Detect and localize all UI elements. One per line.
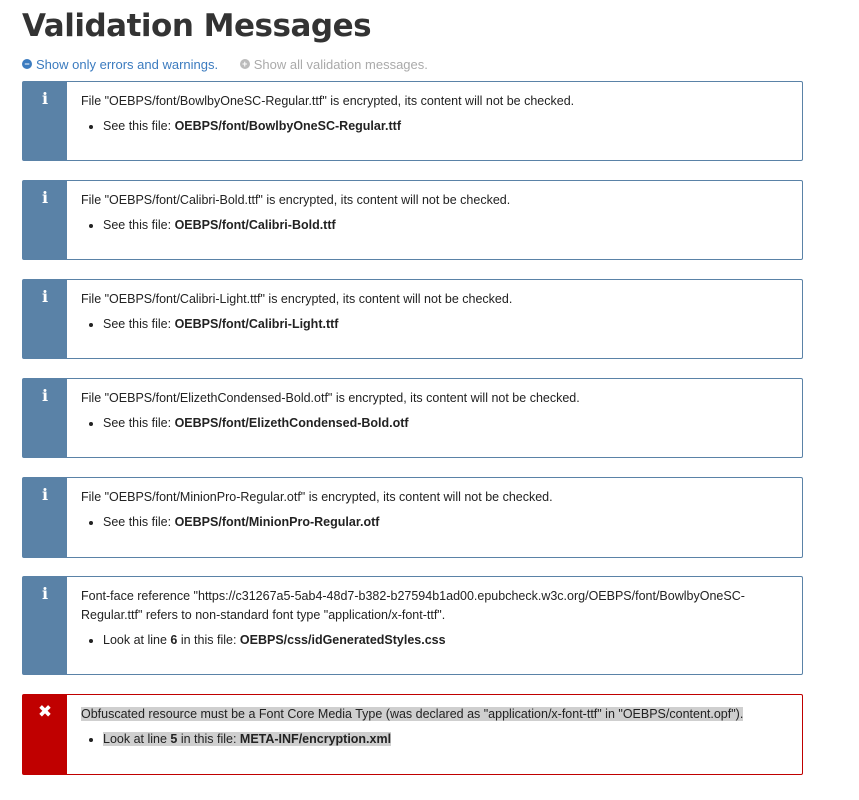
message-text: File "OEBPS/font/MinionPro-Regular.otf" is encrypted, its content will not be checked.: [81, 490, 553, 504]
info-icon: i: [41, 188, 49, 207]
message-detail: • See this file: OEBPS/font/Calibri-Bold.ttf: [103, 216, 788, 235]
message-sidebar: [23, 695, 67, 774]
file-link[interactable]: OEBPS/font/Calibri-Light.ttf: [174, 317, 339, 331]
message-info: [22, 279, 803, 359]
file-link[interactable]: OEBPS/font/BowlbyOneSC-Regular.ttf: [174, 119, 401, 133]
message-text: File "OEBPS/font/BowlbyOneSC-Regular.ttf" is encrypted, its content will not be checked.: [81, 94, 575, 108]
message-detail: • See this file: OEBPS/font/Calibri-Light.ttf: [103, 315, 788, 334]
message-info: [22, 378, 803, 458]
info-icon: i: [41, 89, 49, 108]
file-link[interactable]: OEBPS/font/ElizethCondensed-Bold.otf: [174, 416, 409, 430]
close-icon: ✖: [37, 702, 53, 722]
show-errors-label: Show only errors and warnings.: [36, 56, 219, 72]
message-text: File "OEBPS/font/ElizethCondensed-Bold.otf" is encrypted, its content will not be checked.: [81, 391, 580, 405]
message-sidebar: [23, 478, 67, 557]
message-text: File "OEBPS/font/Calibri-Light.ttf" is encrypted, its content will not be checked.: [81, 292, 513, 306]
message-info: [22, 576, 803, 675]
message-detail: • See this file: OEBPS/font/BowlbyOneSC-Regular.ttf: [103, 117, 788, 136]
message-text: Obfuscated resource must be a Font Core Media Type (was declared as "application/x-font-ttf" in "OEBPS/content.opf").: [81, 707, 744, 721]
filter-bar: [22, 55, 446, 72]
file-link[interactable]: OEBPS/css/idGeneratedStyles.css: [239, 633, 446, 647]
message-sidebar: [23, 280, 67, 358]
message-detail: • Look at line 5 in this file: META-INF/encryption.xml: [103, 730, 788, 749]
message-info: [22, 180, 803, 260]
message-sidebar: [23, 379, 67, 457]
info-icon: i: [41, 485, 49, 504]
message-detail: • See this file: OEBPS/font/ElizethCondensed-Bold.otf: [103, 414, 788, 433]
message-sidebar: [23, 181, 67, 259]
plus-circle-icon: +: [240, 59, 250, 69]
info-icon: i: [41, 287, 49, 306]
message-text: File "OEBPS/font/Calibri-Bold.ttf" is encrypted, its content will not be checked.: [81, 193, 511, 207]
page-title: Validation Messages: [22, 8, 372, 44]
message-error: [22, 694, 803, 775]
message-sidebar: [23, 577, 67, 674]
message-detail: • Look at line 6 in this file: OEBPS/css/idGeneratedStyles.css: [103, 631, 788, 650]
info-icon: i: [41, 584, 49, 603]
minus-circle-icon: −: [22, 59, 32, 69]
info-icon: i: [41, 386, 49, 405]
message-detail: • See this file: OEBPS/font/MinionPro-Regular.otf: [103, 513, 788, 532]
show-errors-link[interactable]: [22, 57, 218, 72]
show-all-link[interactable]: [240, 57, 428, 72]
file-link[interactable]: META-INF/encryption.xml: [239, 732, 392, 746]
file-link[interactable]: OEBPS/font/MinionPro-Regular.otf: [174, 515, 380, 529]
show-all-label: Show all validation messages.: [253, 56, 428, 72]
message-info: [22, 477, 803, 558]
file-link[interactable]: OEBPS/font/Calibri-Bold.ttf: [174, 218, 336, 232]
message-info: [22, 81, 803, 161]
message-sidebar: [23, 82, 67, 160]
message-text: Font-face reference "https://c31267a5-5ab4-48d7-b382-b27594b1ad00.epubcheck.w3c.org/OEBPS/font/BowlbyOneSC-Regular.ttf" refers to non-standard font type "application/x-font-ttf".: [81, 589, 745, 622]
